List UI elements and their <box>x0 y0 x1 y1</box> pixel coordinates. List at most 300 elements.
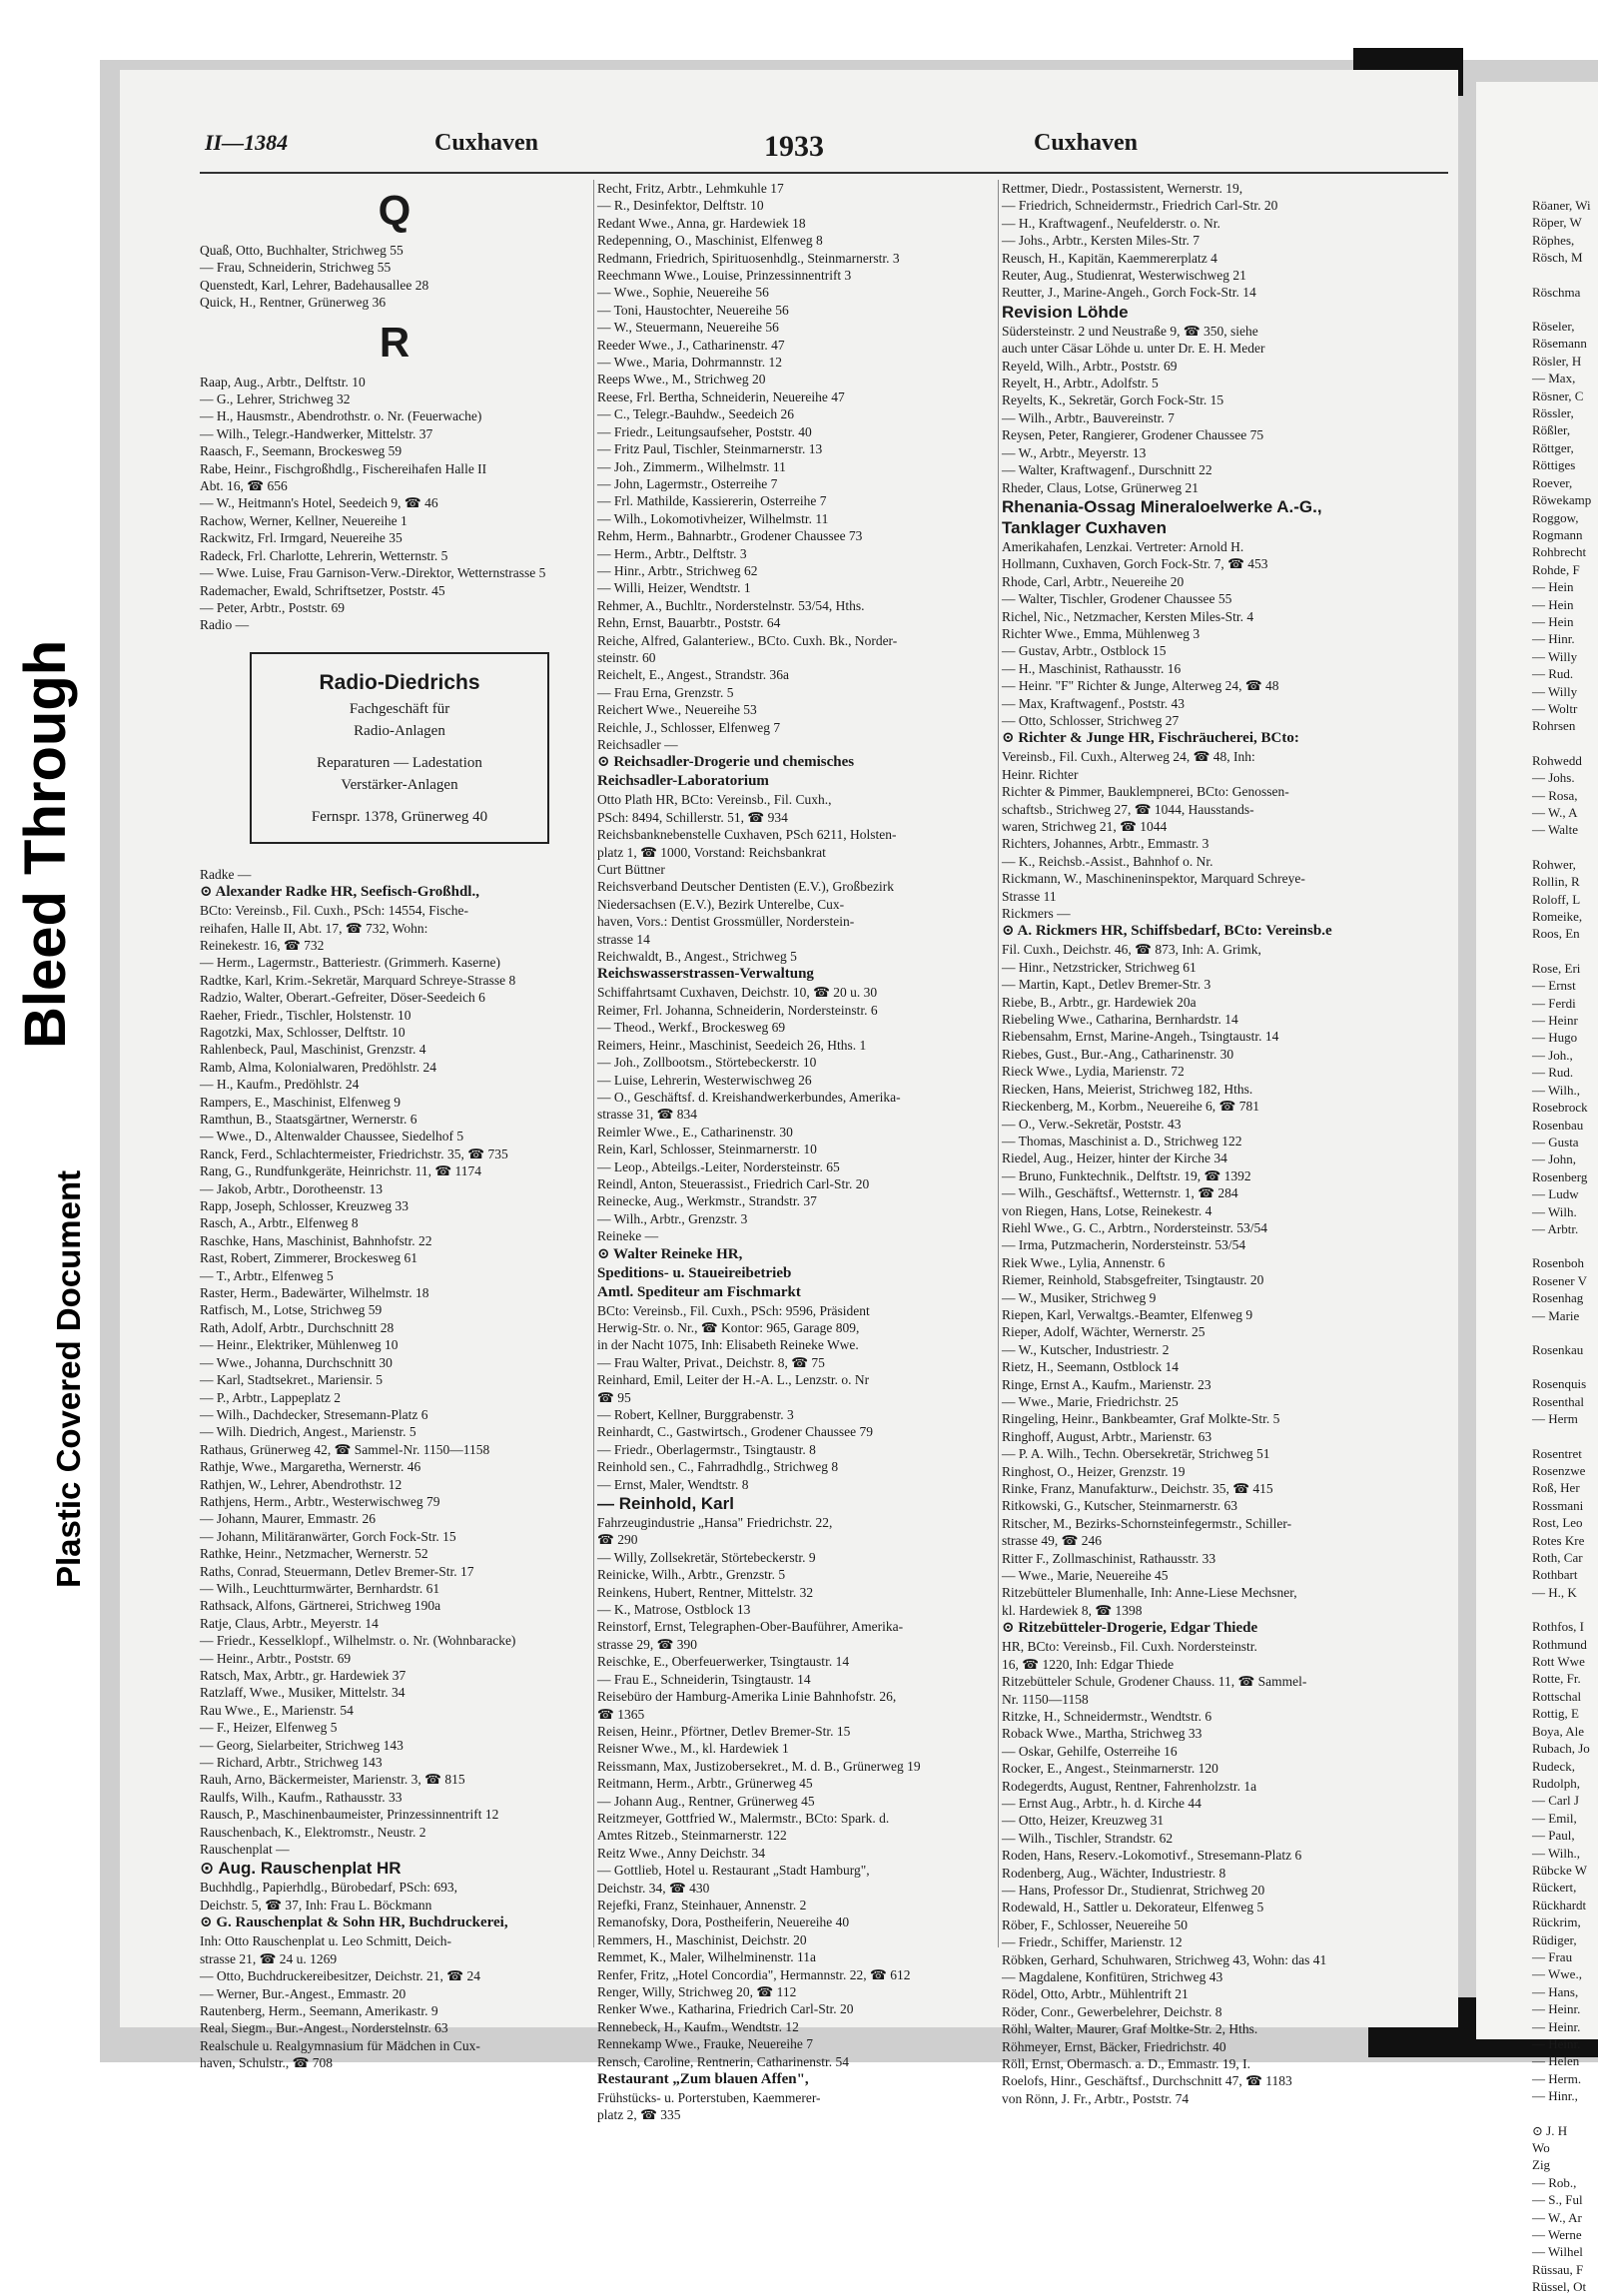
facing-page-entry: — Gusta <box>1532 1134 1579 1149</box>
directory-entry: Riehl Wwe., G. C., Arbtrn., Nordersteinstr. 53/54 <box>1002 1219 1267 1235</box>
facing-page-entry: Röaner, Wi <box>1532 198 1591 213</box>
directory-entry: Riecken, Hans, Meierist, Strichweg 182, Hths. <box>1002 1081 1253 1097</box>
facing-page-entry: — Walte <box>1532 822 1579 838</box>
facing-page-entry: — W., A <box>1532 805 1578 820</box>
directory-entry: Vereinsb., Fil. Cuxh., Alterweg 24, ☎ 48, Inh: <box>1002 749 1255 765</box>
directory-entry: Radtke, Karl, Krim.-Sekretär, Marquard Schreye-Strasse 8 <box>200 972 516 988</box>
directory-column-2 <box>597 180 995 2123</box>
facing-page-entry: Rösemann <box>1532 336 1587 352</box>
facing-page-entry: — Ernst <box>1532 978 1576 994</box>
facing-page-entry: — Hinr. <box>1532 631 1575 647</box>
directory-entry: — Willy, Zollsekretär, Störtebeckerstr. 9 <box>597 1549 816 1565</box>
facing-page-entry: Rohwedd <box>1532 752 1582 768</box>
directory-entry: — Johann, Militäranwärter, Gorch Fock-Str. 15 <box>200 1528 456 1544</box>
directory-entry: Remanofsky, Dora, Postheiferin, Neuereihe 40 <box>597 1914 850 1930</box>
directory-entry: Reimers, Heinr., Maschinist, Seedeich 26, Hths. 1 <box>597 1037 867 1053</box>
facing-page-entry: — Wwe., <box>1532 1966 1582 1982</box>
facing-page-entry: Rossmani <box>1532 1497 1584 1513</box>
facing-page-entry: Rohbrecht <box>1532 544 1587 560</box>
directory-entry: Reyelt, H., Arbtr., Adolfstr. 5 <box>1002 376 1159 391</box>
directory-entry: — P. A. Wilh., Techn. Obersekretär, Strichweg 51 <box>1002 1446 1270 1462</box>
directory-entry: — Willi, Heizer, Wendtstr. 1 <box>597 580 751 596</box>
directory-entry: BCto: Vereinsb., Fil. Cuxh., PSch: 9596, Präsident <box>597 1302 870 1318</box>
directory-entry: Reichswasserstrassen-Verwaltung <box>597 966 814 983</box>
directory-entry: — Friedrich, Schneidermstr., Friedrich Carl-Str. 20 <box>1002 198 1278 214</box>
facing-page-entry: Rösler, H <box>1532 353 1582 369</box>
header-rule <box>200 172 1448 174</box>
directory-entry: — Wwe., Maria, Dohrmannstr. 12 <box>597 355 782 371</box>
directory-entry: strasse 31, ☎ 834 <box>597 1107 698 1123</box>
facing-page-entry: Rösner, C <box>1532 387 1584 403</box>
directory-entry: Rathsack, Alfons, Gärtnerei, Strichweg 190a <box>200 1598 441 1614</box>
directory-entry: — W., Arbtr., Meyerstr. 13 <box>1002 444 1147 460</box>
facing-page-entry: Rudeck, <box>1532 1758 1575 1774</box>
facing-page-entry: Rüssau, F <box>1532 2261 1584 2277</box>
directory-entry: Reisebüro der Hamburg-Amerika Linie Bahnhofstr. 26, <box>597 1689 897 1705</box>
directory-entry: Ranck, Ferd., Schlachtermeister, Friedrichstr. 35, ☎ 735 <box>200 1146 508 1161</box>
directory-entry: — O., Geschäftsf. d. Kreishandwerkerbundes, Amerika- <box>597 1089 901 1105</box>
directory-entry: Reichsadler — <box>597 737 678 752</box>
directory-entry: Röber, F., Schlosser, Neuereihe 50 <box>1002 1916 1189 1932</box>
directory-entry: Rasch, A., Arbtr., Elfenweg 8 <box>200 1215 359 1231</box>
facing-page-entry: Rosenquis <box>1532 1376 1587 1392</box>
facing-page-entry: Rothfos, I <box>1532 1619 1584 1635</box>
directory-entry: — W., Heitmann's Hotel, Seedeich 9, ☎ 46 <box>200 495 438 511</box>
directory-entry: — Johs., Arbtr., Kersten Miles-Str. 7 <box>1002 233 1199 249</box>
directory-entry: Röbken, Gerhard, Schuhwaren, Strichweg 43, Wohn: das 41 <box>1002 1951 1327 1967</box>
directory-entry: Röll, Ernst, Obermasch. a. D., Emmastr. 19, I. <box>1002 2056 1250 2072</box>
facing-page-entry: Rosebrock <box>1532 1100 1588 1116</box>
directory-entry: Rapp, Joseph, Schlosser, Kreuzweg 33 <box>200 1198 409 1214</box>
directory-entry: Ritkowski, G., Kutscher, Steinmarnerstr. 63 <box>1002 1498 1238 1514</box>
facing-page-entry: Rückhardt <box>1532 1897 1587 1913</box>
directory-entry: schaftsb., Strichweg 27, ☎ 1044, Hausstands- <box>1002 801 1254 817</box>
ad-line: Fernspr. 1378, Grünerweg 40 <box>311 808 488 825</box>
directory-entry: Raschke, Hans, Maschinist, Bahnhofstr. 22 <box>200 1232 432 1248</box>
directory-entry: Roden, Hans, Reserv.-Lokomotivf., Stresemann-Platz 6 <box>1002 1848 1302 1864</box>
directory-entry: Ritzebütteler Blumenhalle, Inh: Anne-Liese Mechsner, <box>1002 1585 1297 1601</box>
directory-entry: Ragotzki, Max, Schlosser, Delftstr. 10 <box>200 1024 405 1040</box>
facing-page-entry: — Heinr. <box>1532 2018 1581 2034</box>
directory-entry: Renfer, Fritz, „Hotel Concordia", Hermannstr. 22, ☎ 612 <box>597 1966 911 1982</box>
directory-entry: Rieck Wwe., Lydia, Marienstr. 72 <box>1002 1064 1185 1080</box>
directory-entry: Röhmeyer, Ernst, Bäcker, Friedrichstr. 40 <box>1002 2038 1226 2054</box>
city-heading-left: Cuxhaven <box>434 130 539 156</box>
facing-page-entry: Röwekamp <box>1532 492 1592 508</box>
plastic-covered-label: Plastic Covered Document <box>50 1169 87 1588</box>
facing-page-entry: — Rob., <box>1532 2174 1577 2190</box>
facing-page-entry: — Hein <box>1532 596 1574 612</box>
directory-entry: Rehmer, A., Buchltr., Norderstelnstr. 53/54, Hths. <box>597 597 865 613</box>
directory-entry: Reitz Wwe., Anny Deichstr. 34 <box>597 1845 766 1861</box>
facing-page-entry: — H., K <box>1532 1584 1577 1600</box>
directory-entry: Rathje, Wwe., Margaretha, Wernerstr. 46 <box>200 1459 421 1475</box>
directory-entry: Ratzlaff, Wwe., Musiker, Mittelstr. 34 <box>200 1685 405 1701</box>
directory-entry: kl. Hardewiek 8, ☎ 1398 <box>1002 1602 1143 1618</box>
directory-entry: Hollmann, Cuxhaven, Gorch Fock-Str. 7, ☎ 453 <box>1002 556 1268 572</box>
directory-entry: — Gottlieb, Hotel u. Restaurant „Stadt Hamburg", <box>597 1863 870 1879</box>
directory-entry: Riebensahm, Ernst, Marine-Angeh., Tsingtaustr. 14 <box>1002 1029 1279 1045</box>
directory-entry: Rang, G., Rundfunkgeräte, Heinrichstr. 11, ☎ 1174 <box>200 1163 482 1179</box>
facing-page-entry: Rogmann <box>1532 526 1583 542</box>
directory-entry: Reinekestr. 16, ☎ 732 <box>200 937 325 953</box>
facing-page-entry: Röttiges <box>1532 457 1576 473</box>
directory-entry: Rickmers — <box>1002 906 1071 922</box>
directory-entry: haven, Schulstr., ☎ 708 <box>200 2055 334 2071</box>
directory-entry: — H., Kaufm., Predöhlstr. 24 <box>200 1077 360 1093</box>
directory-entry: — Richard, Arbtr., Strichweg 143 <box>200 1755 383 1771</box>
directory-entry: Reindl, Anton, Steuerassist., Friedrich Carl-Str. 20 <box>597 1175 870 1191</box>
directory-entry: Reese, Frl. Bertha, Schneiderin, Neuereihe 47 <box>597 388 845 404</box>
directory-entry: Recht, Fritz, Arbtr., Lehmkuhle 17 <box>597 181 784 196</box>
directory-entry: — Heinr., Arbtr., Poststr. 69 <box>200 1650 352 1666</box>
facing-page-entry: Wo <box>1532 2140 1550 2156</box>
directory-entry: Curt Büttner <box>597 862 665 878</box>
directory-entry: Quenstedt, Karl, Lehrer, Badehausallee 28 <box>200 277 429 293</box>
directory-entry: — R., Desinfektor, Delftstr. 10 <box>597 198 764 214</box>
directory-entry: Reinhard, Emil, Leiter der H.-A. L., Lenzstr. o. Nr <box>597 1372 870 1388</box>
directory-entry: Rocker, E., Angest., Steinmarnerstr. 120 <box>1002 1761 1218 1777</box>
facing-page-entry: Rosenbau <box>1532 1117 1584 1133</box>
facing-page-entry: Rotte, Fr. <box>1532 1671 1581 1687</box>
section-letter: R <box>379 318 410 366</box>
directory-entry: Fahrzeugindustrie „Hansa" Friedrichstr. 22, <box>597 1515 833 1531</box>
directory-entry: Reinecke, Aug., Werkmstr., Strandstr. 37 <box>597 1193 817 1209</box>
directory-entry: — John, Lagermstr., Osterreihe 7 <box>597 475 778 491</box>
directory-entry: — Friedr., Schiffer, Marienstr. 12 <box>1002 1934 1183 1950</box>
directory-entry: — Wilh., Lokomotivheizer, Wilhelmstr. 11 <box>597 510 829 526</box>
directory-entry: — Wilh., Telegr.-Handwerker, Mittelstr. 37 <box>200 425 433 441</box>
facing-page-entry: Roloff, L <box>1532 891 1581 907</box>
directory-entry: Niedersachsen (E.V.), Bezirk Unterelbe, Cux- <box>597 896 845 912</box>
directory-entry: Reeder Wwe., J., Catharinenstr. 47 <box>597 337 785 353</box>
directory-entry: Ritzebütteler Schule, Grodener Chauss. 11, ☎ Sammel- <box>1002 1674 1307 1690</box>
facing-page-entry: — Max, <box>1532 371 1576 386</box>
facing-page-entry: Rothmund <box>1532 1636 1587 1652</box>
directory-entry: Ratfisch, M., Lotse, Strichweg 59 <box>200 1302 383 1318</box>
ad-line: Verstärker-Anlagen <box>341 776 458 793</box>
directory-entry: Rettmer, Diedr., Postassistent, Wernerstr. 19, <box>1002 181 1243 196</box>
directory-entry: Raeher, Friedr., Tischler, Holstenstr. 10 <box>200 1007 411 1023</box>
facing-page-entry: Rohwer, <box>1532 856 1576 872</box>
directory-entry: Real, Siegm., Bur.-Angest., Norderstelnstr. 63 <box>200 2020 448 2036</box>
directory-entry: Roelofs, Hinr., Geschäftsf., Durchschnitt 47, ☎ 1183 <box>1002 2073 1292 2089</box>
directory-entry: Reichsverband Deutscher Dentisten (E.V.), Großbezirk <box>597 879 895 895</box>
facing-page-entry: Rohrsen <box>1532 718 1576 734</box>
directory-entry: Strasse 11 <box>1002 888 1057 904</box>
directory-entry: haven, Vors.: Dentist Grossmüller, Norderstein- <box>597 914 855 930</box>
directory-entry: — G., Lehrer, Strichweg 32 <box>200 391 351 407</box>
directory-entry: ☎ 95 <box>597 1389 631 1405</box>
facing-page-entry: — S., Ful <box>1532 2192 1583 2208</box>
facing-page-entry: Roever, <box>1532 474 1573 490</box>
facing-page-entry: — Hinr., <box>1532 2088 1578 2104</box>
facing-page-entry: — Frau <box>1532 1948 1573 1964</box>
facing-page-fragment <box>1476 82 1598 2295</box>
directory-entry: strasse 29, ☎ 390 <box>597 1636 698 1652</box>
directory-entry: ⊙ G. Rauschenplat & Sohn HR, Buchdruckerei, <box>200 1914 508 1931</box>
facing-page-entry: — Rosa, <box>1532 787 1578 803</box>
directory-entry: — W., Kutscher, Industriestr. 2 <box>1002 1341 1170 1357</box>
directory-entry: Inh: Otto Rauschenplat u. Leo Schmitt, Deich- <box>200 1933 451 1949</box>
facing-page-entry: Roos, En <box>1532 926 1580 942</box>
directory-entry: Rheder, Claus, Lotse, Grünerweg 21 <box>1002 479 1199 495</box>
ad-line: Radio-Anlagen <box>354 722 445 739</box>
directory-entry: Raths, Conrad, Steuermann, Detlev Bremer-Str. 17 <box>200 1563 474 1579</box>
directory-entry: Rein, Karl, Schlosser, Steinmarnerstr. 10 <box>597 1142 817 1157</box>
facing-page-entry: — Wilhel <box>1532 2244 1583 2260</box>
directory-entry: — Heinr. "F" Richter & Junge, Alterweg 24, ☎ 48 <box>1002 678 1279 694</box>
directory-entry: Rehm, Herm., Bahnarbtr., Grodener Chaussee 73 <box>597 528 863 544</box>
directory-entry: Ritter F., Zollmaschinist, Rathausstr. 33 <box>1002 1550 1216 1566</box>
directory-entry: Röhl, Walter, Maurer, Graf Moltke-Str. 2, Hths. <box>1002 2021 1258 2037</box>
directory-entry: Quaß, Otto, Buchhalter, Strichweg 55 <box>200 243 403 258</box>
directory-entry: — Martin, Kapt., Detlev Bremer-Str. 3 <box>1002 977 1211 993</box>
directory-entry: Rodegerdts, August, Rentner, Fahrenholzstr. 1a <box>1002 1778 1257 1794</box>
directory-entry: Raulfs, Wilh., Kaufm., Rathausstr. 33 <box>200 1789 402 1805</box>
directory-entry: Reichert Wwe., Neuereihe 53 <box>597 702 757 718</box>
directory-entry: Schiffahrtsamt Cuxhaven, Deichstr. 10, ☎ 20 u. 30 <box>597 985 878 1001</box>
directory-entry: — Wilh. Diedrich, Angest., Marienstr. 5 <box>200 1424 416 1440</box>
directory-entry: Raap, Aug., Arbtr., Delftstr. 10 <box>200 374 366 389</box>
directory-entry: — Wwe., Marie, Neuereihe 45 <box>1002 1568 1169 1584</box>
directory-entry: Radzio, Walter, Oberart.-Gefreiter, Döser-Seedeich 6 <box>200 990 485 1006</box>
facing-page-entry: Röschma <box>1532 284 1581 300</box>
directory-entry: ☎ 1365 <box>597 1706 645 1722</box>
facing-page-entry: Rosenkau <box>1532 1341 1584 1357</box>
facing-page-entry: — Rud. <box>1532 666 1574 682</box>
directory-entry: Rhode, Carl, Arbtr., Neuereihe 20 <box>1002 573 1185 589</box>
facing-page-entry <box>1532 839 1591 856</box>
directory-entry: — Thomas, Maschinist a. D., Strichweg 122 <box>1002 1133 1242 1148</box>
facing-page-entry: — Ludw <box>1532 1186 1579 1202</box>
directory-entry: 16, ☎ 1220, Inh: Edgar Thiede <box>1002 1656 1175 1672</box>
directory-entry: — Karl, Stadtsekret., Mariensir. 5 <box>200 1372 383 1388</box>
directory-entry: Reichle, J., Schlosser, Elfenweg 7 <box>597 719 781 735</box>
facing-page-entry: — Werne <box>1532 2227 1582 2243</box>
directory-entry: Reichwaldt, B., Angest., Strichweg 5 <box>597 949 797 965</box>
directory-entry: Rodewald, H., Sattler u. Dekorateur, Elfenweg 5 <box>1002 1900 1264 1915</box>
directory-entry: — Johann Aug., Rentner, Grünerweg 45 <box>597 1793 815 1809</box>
facing-page-entry <box>1532 1324 1591 1341</box>
directory-entry: Nr. 1150—1158 <box>1002 1691 1089 1707</box>
directory-entry: — Hans, Professor Dr., Studienrat, Strichweg 20 <box>1002 1882 1265 1898</box>
directory-entry: — Werner, Bur.-Angest., Emmastr. 20 <box>200 1985 406 2001</box>
facing-page-entry <box>1532 1237 1591 1254</box>
column-divider <box>593 180 594 1947</box>
facing-page-entry: Rose, Eri <box>1532 960 1581 976</box>
facing-page-entry: Rohde, F <box>1532 561 1580 577</box>
section-letter: Q <box>378 187 411 234</box>
directory-entry: Renker Wwe., Katharina, Friedrich Carl-Str. 20 <box>597 2001 854 2017</box>
directory-entry: — Frau, Schneiderin, Strichweg 55 <box>200 260 392 276</box>
directory-entry: Reiche, Alfred, Galanteriew., BCto. Cuxh. Bk., Norder- <box>597 632 898 648</box>
facing-page-entry: — Hein <box>1532 579 1574 595</box>
facing-page-entry: — Willy <box>1532 683 1578 699</box>
directory-entry: Rennebeck, H., Kaufm., Wendtstr. 12 <box>597 2018 799 2034</box>
directory-entry: Redmann, Friedrich, Spirituosenhdlg., Steinmarnerstr. 3 <box>597 250 900 266</box>
facing-page-entry: — Helen <box>1532 2053 1580 2069</box>
directory-entry: Reyeld, Wilh., Arbtr., Poststr. 69 <box>1002 358 1178 374</box>
facing-page-entry: — Hugo <box>1532 1030 1578 1046</box>
directory-entry: — Wilh., Arbtr., Bauvereinstr. 7 <box>1002 409 1175 425</box>
directory-entry: Deichstr. 34, ☎ 430 <box>597 1880 710 1896</box>
directory-entry: Riek Wwe., Lylia, Annenstr. 6 <box>1002 1254 1166 1270</box>
directory-entry: Amerikahafen, Lenzkai. Vertreter: Arnold H. <box>1002 538 1244 554</box>
facing-page-entry: Rosenhag <box>1532 1290 1584 1306</box>
directory-entry: Rinke, Franz, Manufakturw., Deichstr. 35, ☎ 415 <box>1002 1481 1273 1497</box>
directory-entry: — Wilh., Tischler, Strandstr. 62 <box>1002 1830 1174 1846</box>
directory-entry: — K., Reichsb.-Assist., Bahnhof o. Nr. <box>1002 853 1213 869</box>
directory-entry: Realschule u. Realgymnasium für Mädchen in Cux- <box>200 2037 480 2053</box>
directory-entry: Speditions- u. Staueireibetrieb <box>597 1264 792 1281</box>
directory-entry: — Magdalene, Konfitüren, Strichweg 43 <box>1002 1969 1223 1984</box>
facing-page-entry <box>1532 943 1591 960</box>
directory-entry: steinstr. 60 <box>597 649 656 665</box>
directory-entry: — Robert, Kellner, Burggrabenstr. 3 <box>597 1407 794 1422</box>
facing-page-entry: — Wilh. <box>1532 1203 1577 1219</box>
facing-page-entry: Rotes Kre <box>1532 1532 1585 1548</box>
ad-line: Fachgeschäft für <box>349 700 450 717</box>
directory-entry: ⊙ Alexander Radke HR, Seefisch-Großhdl., <box>200 884 479 901</box>
ad-line <box>262 742 537 752</box>
directory-entry: Radke — <box>200 866 252 882</box>
city-heading-right: Cuxhaven <box>1034 130 1139 156</box>
directory-entry: — Irma, Putzmacherin, Nordersteinstr. 53/54 <box>1002 1237 1246 1253</box>
directory-entry: Reimer, Frl. Johanna, Schneiderin, Nordersteinstr. 6 <box>597 1002 878 1018</box>
directory-entry: Quick, H., Rentner, Grünerweg 36 <box>200 295 387 311</box>
facing-page-entry: Rollin, R <box>1532 874 1580 890</box>
directory-entry: — Walter, Kraftwagenf., Durschnitt 22 <box>1002 462 1212 478</box>
directory-entry: — Frau E., Schneiderin, Tsingtaustr. 14 <box>597 1671 811 1687</box>
directory-entry: Riemer, Reinhold, Stabsgefreiter, Tsingtaustr. 20 <box>1002 1272 1264 1288</box>
facing-page-entry: — Emil, <box>1532 1810 1577 1826</box>
directory-entry: Rau Wwe., E., Marienstr. 54 <box>200 1702 354 1718</box>
directory-entry: Richter & Pimmer, Bauklempnerei, BCto: Genossen- <box>1002 784 1289 800</box>
facing-page-entry: — Ferdi <box>1532 995 1576 1011</box>
column-divider <box>998 180 999 1947</box>
directory-entry: Reischke, E., Oberfeuerwerker, Tsingtaustr. 14 <box>597 1654 850 1670</box>
directory-entry: Reechmann Wwe., Louise, Prinzessinnentrift 3 <box>597 268 852 284</box>
directory-entry: — Wwe. Luise, Frau Garnison-Verw.-Direktor, Wetternstrasse 5 <box>200 565 546 581</box>
directory-entry: — Wilh., Leuchtturmwärter, Bernhardstr. 61 <box>200 1580 440 1596</box>
directory-entry: — Friedr., Kesselklopf., Wilhelmstr. o. Nr. (Wohnbaracke) <box>200 1633 516 1649</box>
facing-page-entry: Rosenboh <box>1532 1255 1584 1271</box>
facing-page-entry: Röphes, <box>1532 232 1575 248</box>
directory-entry: Rhenania-Ossag Mineraloelwerke A.-G., <box>1002 496 1322 516</box>
directory-entry: Reitzmeyer, Gottfried W., Malermstr., BCto: Spark. d. <box>597 1810 890 1826</box>
directory-entry: Rodenberg, Aug., Wächter, Industriestr. 8 <box>1002 1865 1226 1881</box>
directory-entry: Ringhost, O., Heizer, Grenzstr. 19 <box>1002 1463 1186 1479</box>
facing-page-entry: Rott Wwe <box>1532 1654 1585 1670</box>
facing-page-entry: Rosener V <box>1532 1272 1588 1288</box>
facing-page-entry: — Carl J <box>1532 1793 1579 1809</box>
directory-entry: — Max, Kraftwagenf., Poststr. 43 <box>1002 695 1185 711</box>
directory-entry: Rauh, Arno, Bäckermeister, Marienstr. 3, ☎ 815 <box>200 1772 465 1788</box>
facing-page-entry: Rosenthal <box>1532 1393 1584 1409</box>
directory-entry: Remmers, H., Maschinist, Deichstr. 20 <box>597 1931 807 1947</box>
directory-entry: — O., Verw.-Sekretär, Poststr. 43 <box>1002 1116 1182 1132</box>
directory-entry: — H., Kraftwagenf., Neufelderstr. o. Nr. <box>1002 215 1220 231</box>
directory-entry: Reineke — <box>597 1228 659 1244</box>
facing-page-entry: Rüdiger, <box>1532 1931 1577 1947</box>
directory-entry: — Gustav, Arbtr., Ostblock 15 <box>1002 643 1167 659</box>
facing-page-entry: Rubach, Jo <box>1532 1741 1590 1757</box>
directory-entry: HR, BCto: Vereinsb., Fil. Cuxh. Nordersteinstr. <box>1002 1639 1257 1655</box>
facing-page-entry: Röttger, <box>1532 439 1574 455</box>
directory-entry: Renger, Willy, Strichweg 20, ☎ 112 <box>597 1984 797 1999</box>
directory-entry: Ritzke, H., Schneidermstr., Wendtstr. 6 <box>1002 1708 1212 1724</box>
directory-entry: Abt. 16, ☎ 656 <box>200 478 288 494</box>
directory-entry: — Frau Walter, Privat., Deichstr. 8, ☎ 75 <box>597 1354 825 1370</box>
directory-entry: Rauschenplat — <box>200 1842 290 1858</box>
directory-entry: strasse 14 <box>597 931 650 947</box>
directory-entry: — Ernst Aug., Arbtr., h. d. Kirche 44 <box>1002 1795 1201 1811</box>
directory-entry: — T., Arbtr., Elfenweg 5 <box>200 1267 334 1283</box>
directory-entry: platz 2, ☎ 335 <box>597 2107 681 2123</box>
directory-entry: ⊙ Ritzebütteler-Drogerie, Edgar Thiede <box>1002 1620 1258 1637</box>
facing-page-entry: Rössler, <box>1532 405 1574 421</box>
directory-entry: Ratsch, Max, Arbtr., gr. Hardewiek 37 <box>200 1668 406 1683</box>
facing-page-entry: Rückrim, <box>1532 1914 1581 1930</box>
directory-entry: Reichelt, E., Angest., Strandstr. 36a <box>597 667 789 683</box>
facing-page-entry: Romeike, <box>1532 909 1583 925</box>
page-number: II—1384 <box>205 130 289 155</box>
directory-entry: Rausch, P., Maschinenbaumeister, Prinzessinnentrift 12 <box>200 1807 499 1823</box>
directory-entry: — K., Matrose, Ostblock 13 <box>597 1602 751 1618</box>
directory-entry: — Wwe., D., Altenwalder Chaussee, Siedelhof 5 <box>200 1129 464 1145</box>
directory-entry: Röder, Conr., Gewerbelehrer, Deichstr. 8 <box>1002 2003 1222 2019</box>
directory-entry: — Frl. Mathilde, Kassiererin, Osterreihe 7 <box>597 493 827 509</box>
directory-entry: Radeck, Frl. Charlotte, Lehrerin, Wetternstr. 5 <box>200 547 448 563</box>
directory-entry: — P., Arbtr., Lappeplatz 2 <box>200 1389 341 1405</box>
directory-column-3 <box>1002 180 1441 2106</box>
directory-entry: Riedel, Aug., Heizer, hinter der Kirche 34 <box>1002 1150 1227 1166</box>
facing-page-entry: Rothbart <box>1532 1567 1578 1583</box>
directory-entry: Riebes, Gust., Bur.-Ang., Catharinenstr. 30 <box>1002 1046 1234 1062</box>
directory-entry: — Wwe., Marie, Friedrichstr. 25 <box>1002 1394 1179 1409</box>
facing-page-entry: Rückert, <box>1532 1880 1577 1896</box>
facing-page-entry: Zig <box>1532 2157 1551 2173</box>
directory-entry: Richter Wwe., Emma, Mühlenweg 3 <box>1002 625 1200 641</box>
directory-entry: Ringe, Ernst A., Kaufm., Marienstr. 23 <box>1002 1376 1211 1392</box>
directory-entry: Frühstücks- u. Porterstuben, Kaemmerer- <box>597 2090 821 2106</box>
directory-entry: Rejefki, Franz, Steinhauer, Annenstr. 2 <box>597 1897 807 1913</box>
facing-page-entry: Rösch, M <box>1532 250 1583 266</box>
directory-entry: Reichsbanknebenstelle Cuxhaven, PSch 6211, Holsten- <box>597 827 897 843</box>
directory-entry: Reeps Wwe., M., Strichweg 20 <box>597 372 766 387</box>
directory-entry: — Otto, Heizer, Kreuzweg 31 <box>1002 1813 1165 1829</box>
facing-page-entry: ⊙ J. H <box>1532 2122 1568 2138</box>
directory-entry: Rachow, Werner, Kellner, Neuereihe 1 <box>200 512 407 528</box>
directory-entry: — C., Telegr.-Bauhdw., Seedeich 26 <box>597 406 795 422</box>
directory-entry: Reyelts, K., Sekretär, Gorch Fock-Str. 15 <box>1002 392 1224 408</box>
directory-entry: Tanklager Cuxhaven <box>1002 517 1168 537</box>
facing-page-entry <box>1532 267 1591 284</box>
directory-entry: — Jakob, Arbtr., Dorotheenstr. 13 <box>200 1180 383 1196</box>
directory-entry: Reisen, Heinr., Pförtner, Detlev Bremer-Str. 15 <box>597 1723 851 1739</box>
facing-page-entry: — Wilh., <box>1532 1845 1580 1861</box>
directory-entry: — Hinr., Netzstricker, Strichweg 61 <box>1002 959 1197 975</box>
directory-entry: Deichstr. 5, ☎ 37, Inh: Frau L. Böckmann <box>200 1897 432 1913</box>
facing-page-entry <box>1532 1358 1591 1375</box>
directory-entry: — Heinr., Elektriker, Mühlenweg 10 <box>200 1337 399 1353</box>
directory-entry: — H., Hausmstr., Abendrothstr. o. Nr. (Feuerwache) <box>200 408 482 424</box>
directory-entry: strasse 21, ☎ 24 u. 1269 <box>200 1950 338 1966</box>
directory-entry: reihafen, Halle II, Abt. 17, ☎ 732, Wohn: <box>200 920 428 936</box>
directory-entry: platz 1, ☎ 1000, Vorstand: Reichsbankrat <box>597 844 826 860</box>
directory-entry: Redant Wwe., Anna, gr. Hardewiek 18 <box>597 215 806 231</box>
